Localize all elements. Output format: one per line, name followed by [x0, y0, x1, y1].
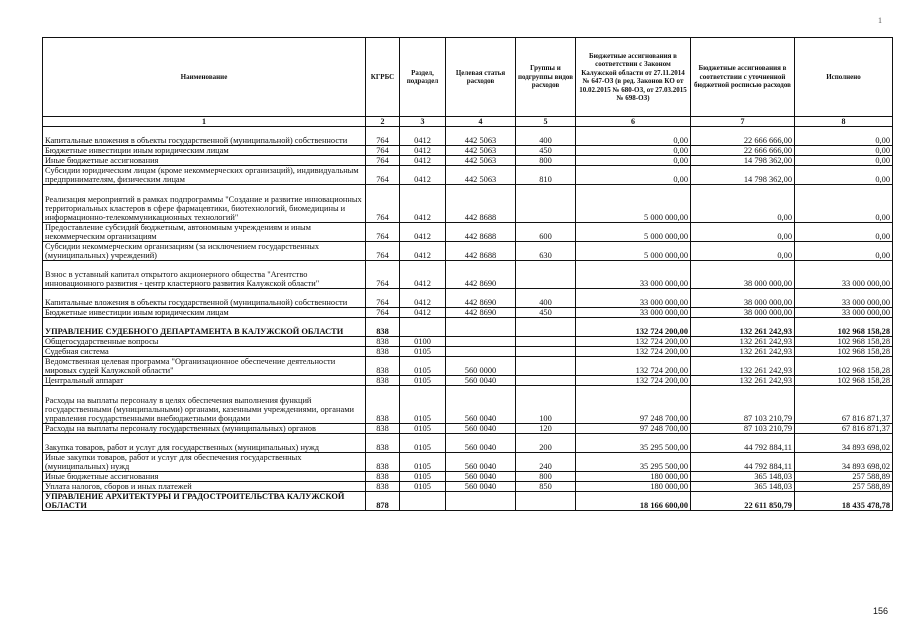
table-row — [43, 146, 893, 156]
row-target-article: 560 0040 — [446, 376, 516, 386]
row-executed: 0,00 — [795, 166, 893, 185]
row-kgrbs: 838 — [366, 453, 400, 472]
row-executed: 0,00 — [795, 156, 893, 166]
row-name: Ведомственная целевая программа "Организационное обеспечение деятельности мировых судей Калужской области" — [43, 357, 366, 376]
row-law-allocation: 0,00 — [576, 146, 691, 156]
row-name: Капитальные вложения в объекты государственной (муниципальной) собственности — [43, 127, 366, 146]
row-executed: 67 816 871,37 — [795, 386, 893, 424]
page-number: 156 — [873, 606, 889, 616]
table-row — [43, 386, 893, 424]
row-executed: 0,00 — [795, 185, 893, 223]
table-row — [43, 166, 893, 185]
row-name: Расходы на выплаты персоналу в целях обеспечения выполнения функций государственными (муниципальными) органами, казенными учреждениями, органами управления государственными внебюджетными фондами — [43, 386, 366, 424]
header-row — [43, 38, 893, 117]
row-expense-group: 810 — [516, 166, 576, 185]
row-law-allocation: 0,00 — [576, 166, 691, 185]
row-name: УПРАВЛЕНИЕ АРХИТЕКТУРЫ И ГРАДОСТРОИТЕЛЬСТВА КАЛУЖСКОЙ ОБЛАСТИ — [43, 492, 366, 511]
row-target-article: 442 8690 — [446, 261, 516, 289]
row-law-allocation: 5 000 000,00 — [576, 223, 691, 242]
row-section — [400, 318, 446, 337]
row-target-article — [446, 318, 516, 337]
row-kgrbs: 764 — [366, 166, 400, 185]
table-row — [43, 492, 893, 511]
row-kgrbs: 878 — [366, 492, 400, 511]
table-row — [43, 127, 893, 146]
row-section: 0105 — [400, 347, 446, 357]
row-target-article: 442 5063 — [446, 156, 516, 166]
row-expense-group: 120 — [516, 424, 576, 434]
row-kgrbs: 838 — [366, 434, 400, 453]
row-executed: 0,00 — [795, 242, 893, 261]
row-kgrbs: 764 — [366, 185, 400, 223]
row-revised-allocation: 22 611 850,79 — [691, 492, 795, 511]
row-name: Уплата налогов, сборов и иных платежей — [43, 482, 366, 492]
row-executed: 102 968 158,28 — [795, 376, 893, 386]
row-name: Взнос в уставный капитал открытого акционерного общества "Агентство инновационного развития - центр кластерного развития Калужской области" — [43, 261, 366, 289]
row-target-article: 442 8690 — [446, 308, 516, 318]
row-section: 0105 — [400, 376, 446, 386]
row-law-allocation: 132 724 200,00 — [576, 376, 691, 386]
row-revised-allocation: 38 000 000,00 — [691, 289, 795, 308]
row-revised-allocation: 365 148,03 — [691, 472, 795, 482]
column-number: 3 — [400, 117, 446, 127]
row-expense-group — [516, 357, 576, 376]
row-section: 0100 — [400, 337, 446, 347]
table-row — [43, 223, 893, 242]
row-executed: 33 000 000,00 — [795, 308, 893, 318]
row-expense-group — [516, 337, 576, 347]
column-number: 1 — [43, 117, 366, 127]
row-expense-group: 800 — [516, 156, 576, 166]
row-expense-group: 240 — [516, 453, 576, 472]
row-executed: 34 893 698,02 — [795, 453, 893, 472]
row-section: 0105 — [400, 453, 446, 472]
row-executed: 102 968 158,28 — [795, 357, 893, 376]
row-revised-allocation: 0,00 — [691, 185, 795, 223]
row-target-article: 560 0040 — [446, 424, 516, 434]
row-executed: 33 000 000,00 — [795, 289, 893, 308]
table-row — [43, 261, 893, 289]
row-revised-allocation: 132 261 242,93 — [691, 357, 795, 376]
row-name: Иные бюджетные ассигнования — [43, 156, 366, 166]
row-target-article — [446, 347, 516, 357]
row-target-article: 442 8688 — [446, 185, 516, 223]
table-row — [43, 156, 893, 166]
row-kgrbs: 764 — [366, 146, 400, 156]
column-number: 2 — [366, 117, 400, 127]
row-executed: 102 968 158,28 — [795, 347, 893, 357]
row-section: 0412 — [400, 166, 446, 185]
row-executed: 33 000 000,00 — [795, 261, 893, 289]
row-kgrbs: 764 — [366, 242, 400, 261]
budget-table — [42, 37, 893, 511]
header-section: Раздел, подраздел — [400, 38, 446, 117]
row-name: Закупка товаров, работ и услуг для государственных (муниципальных) нужд — [43, 434, 366, 453]
row-target-article: 560 0040 — [446, 472, 516, 482]
row-law-allocation: 5 000 000,00 — [576, 242, 691, 261]
row-executed: 0,00 — [795, 223, 893, 242]
row-expense-group: 400 — [516, 289, 576, 308]
row-section: 0412 — [400, 223, 446, 242]
row-executed: 257 588,89 — [795, 482, 893, 492]
row-name: Бюджетные инвестиции иным юридическим лицам — [43, 146, 366, 156]
row-section: 0105 — [400, 386, 446, 424]
row-law-allocation: 132 724 200,00 — [576, 357, 691, 376]
table-row — [43, 357, 893, 376]
row-kgrbs: 764 — [366, 223, 400, 242]
table-row — [43, 242, 893, 261]
row-kgrbs: 838 — [366, 424, 400, 434]
row-law-allocation: 35 295 500,00 — [576, 453, 691, 472]
column-number: 4 — [446, 117, 516, 127]
row-executed: 34 893 698,02 — [795, 434, 893, 453]
row-kgrbs: 838 — [366, 337, 400, 347]
row-expense-group: 600 — [516, 223, 576, 242]
row-law-allocation: 180 000,00 — [576, 482, 691, 492]
row-law-allocation: 33 000 000,00 — [576, 289, 691, 308]
row-revised-allocation: 365 148,03 — [691, 482, 795, 492]
table-row — [43, 318, 893, 337]
row-section: 0412 — [400, 185, 446, 223]
row-revised-allocation: 132 261 242,93 — [691, 337, 795, 347]
table-row — [43, 453, 893, 472]
row-target-article: 442 5063 — [446, 166, 516, 185]
row-name: Расходы на выплаты персоналу государственных (муниципальных) органов — [43, 424, 366, 434]
table-row — [43, 337, 893, 347]
column-number: 8 — [795, 117, 893, 127]
row-name: Общегосударственные вопросы — [43, 337, 366, 347]
row-law-allocation: 33 000 000,00 — [576, 308, 691, 318]
row-revised-allocation: 132 261 242,93 — [691, 318, 795, 337]
row-revised-allocation: 0,00 — [691, 242, 795, 261]
row-revised-allocation: 14 798 362,00 — [691, 166, 795, 185]
row-name: Предоставление субсидий бюджетным, автономным учреждениям и иным некоммерческим организациям — [43, 223, 366, 242]
row-kgrbs: 764 — [366, 156, 400, 166]
row-revised-allocation: 38 000 000,00 — [691, 308, 795, 318]
row-expense-group: 450 — [516, 308, 576, 318]
row-kgrbs: 838 — [366, 318, 400, 337]
row-expense-group — [516, 185, 576, 223]
row-name: Бюджетные инвестиции иным юридическим лицам — [43, 308, 366, 318]
header-law-allocations: Бюджетные ассигнования в соответствии с Законом Калужской области от 27.11.2014 № 647-ОЗ (в ред. Законов КО от 10.02.2015 № 680-ОЗ, от 27.03.2015 № 698-ОЗ) — [576, 38, 691, 117]
row-law-allocation: 132 724 200,00 — [576, 337, 691, 347]
row-expense-group — [516, 261, 576, 289]
column-number: 7 — [691, 117, 795, 127]
row-executed: 102 968 158,28 — [795, 318, 893, 337]
row-section: 0105 — [400, 482, 446, 492]
row-name: Иные бюджетные ассигнования — [43, 472, 366, 482]
row-expense-group — [516, 376, 576, 386]
row-target-article: 442 8690 — [446, 289, 516, 308]
row-executed: 0,00 — [795, 146, 893, 156]
row-target-article: 560 0040 — [446, 386, 516, 424]
row-kgrbs: 764 — [366, 308, 400, 318]
table-row — [43, 308, 893, 318]
row-section: 0412 — [400, 289, 446, 308]
row-kgrbs: 838 — [366, 472, 400, 482]
header-executed: Исполнено — [795, 38, 893, 117]
row-law-allocation: 97 248 700,00 — [576, 424, 691, 434]
row-target-article: 442 5063 — [446, 127, 516, 146]
row-section: 0105 — [400, 472, 446, 482]
row-law-allocation: 5 000 000,00 — [576, 185, 691, 223]
row-target-article — [446, 337, 516, 347]
row-revised-allocation: 87 103 210,79 — [691, 424, 795, 434]
row-name: Капитальные вложения в объекты государственной (муниципальной) собственности — [43, 289, 366, 308]
table-row — [43, 472, 893, 482]
row-section: 0105 — [400, 434, 446, 453]
row-law-allocation: 0,00 — [576, 156, 691, 166]
row-executed: 18 435 478,78 — [795, 492, 893, 511]
row-section: 0105 — [400, 424, 446, 434]
row-law-allocation: 180 000,00 — [576, 472, 691, 482]
row-revised-allocation: 132 261 242,93 — [691, 347, 795, 357]
row-name: Иные закупки товаров, работ и услуг для обеспечения государственных (муниципальных) нужд — [43, 453, 366, 472]
row-section: 0412 — [400, 242, 446, 261]
table-row — [43, 482, 893, 492]
row-name: Субсидии некоммерческим организациям (за исключением государственных (муниципальных) учреждений) — [43, 242, 366, 261]
row-revised-allocation: 14 798 362,00 — [691, 156, 795, 166]
table-row — [43, 185, 893, 223]
row-section: 0412 — [400, 156, 446, 166]
row-revised-allocation: 132 261 242,93 — [691, 376, 795, 386]
row-executed: 0,00 — [795, 127, 893, 146]
row-section — [400, 492, 446, 511]
row-expense-group: 100 — [516, 386, 576, 424]
row-target-article: 560 0040 — [446, 434, 516, 453]
row-revised-allocation: 22 666 666,00 — [691, 146, 795, 156]
row-section: 0412 — [400, 308, 446, 318]
row-expense-group — [516, 318, 576, 337]
row-section: 0105 — [400, 357, 446, 376]
row-law-allocation: 33 000 000,00 — [576, 261, 691, 289]
row-section: 0412 — [400, 261, 446, 289]
row-revised-allocation: 44 792 884,11 — [691, 453, 795, 472]
header-revised-allocations: Бюджетные ассигнования в соответствии с уточненной бюджетной росписью расходов — [691, 38, 795, 117]
row-revised-allocation: 44 792 884,11 — [691, 434, 795, 453]
row-revised-allocation: 38 000 000,00 — [691, 261, 795, 289]
row-law-allocation: 132 724 200,00 — [576, 318, 691, 337]
row-expense-group: 450 — [516, 146, 576, 156]
table-row — [43, 434, 893, 453]
row-expense-group — [516, 347, 576, 357]
column-number: 5 — [516, 117, 576, 127]
header-target-article: Целевая статья расходов — [446, 38, 516, 117]
row-kgrbs: 838 — [366, 386, 400, 424]
row-target-article: 560 0040 — [446, 453, 516, 472]
table-row — [43, 289, 893, 308]
row-law-allocation: 35 295 500,00 — [576, 434, 691, 453]
table-body — [43, 127, 893, 511]
row-target-article: 560 0000 — [446, 357, 516, 376]
header-expense-group: Группы и подгруппы видов расходов — [516, 38, 576, 117]
row-revised-allocation: 22 666 666,00 — [691, 127, 795, 146]
row-law-allocation: 18 166 600,00 — [576, 492, 691, 511]
row-target-article: 442 8688 — [446, 223, 516, 242]
table-row — [43, 424, 893, 434]
row-kgrbs: 838 — [366, 357, 400, 376]
row-kgrbs: 764 — [366, 261, 400, 289]
row-expense-group: 200 — [516, 434, 576, 453]
row-name: Судебная система — [43, 347, 366, 357]
column-number: 6 — [576, 117, 691, 127]
row-kgrbs: 764 — [366, 127, 400, 146]
row-name: Центральный аппарат — [43, 376, 366, 386]
header-name: Наименование — [43, 38, 366, 117]
row-revised-allocation: 87 103 210,79 — [691, 386, 795, 424]
row-expense-group: 800 — [516, 472, 576, 482]
row-expense-group: 850 — [516, 482, 576, 492]
header-kgrbs: КГРБС — [366, 38, 400, 117]
row-target-article: 442 5063 — [446, 146, 516, 156]
row-executed: 67 816 871,37 — [795, 424, 893, 434]
row-law-allocation: 132 724 200,00 — [576, 347, 691, 357]
row-target-article — [446, 492, 516, 511]
row-revised-allocation: 0,00 — [691, 223, 795, 242]
row-law-allocation: 0,00 — [576, 127, 691, 146]
row-executed: 257 588,89 — [795, 472, 893, 482]
table-row — [43, 376, 893, 386]
row-target-article: 442 8688 — [446, 242, 516, 261]
row-expense-group — [516, 492, 576, 511]
row-name: Реализация мероприятий в рамках подпрограммы "Создание и развитие инновационных территориальных кластеров в сфере фармацевтики, биотехнологий, биомедицины и информационно-телекоммуникационных технологий" — [43, 185, 366, 223]
row-section: 0412 — [400, 127, 446, 146]
page-top-mark: 1 — [878, 16, 882, 25]
row-target-article: 560 0040 — [446, 482, 516, 492]
row-expense-group: 400 — [516, 127, 576, 146]
row-name: УПРАВЛЕНИЕ СУДЕБНОГО ДЕПАРТАМЕНТА В КАЛУЖСКОЙ ОБЛАСТИ — [43, 318, 366, 337]
row-kgrbs: 838 — [366, 482, 400, 492]
row-name: Субсидии юридическим лицам (кроме некоммерческих организаций), индивидуальным предпринимателям, физическим лицам — [43, 166, 366, 185]
row-kgrbs: 764 — [366, 289, 400, 308]
row-executed: 102 968 158,28 — [795, 337, 893, 347]
row-law-allocation: 97 248 700,00 — [576, 386, 691, 424]
row-expense-group: 630 — [516, 242, 576, 261]
column-number-row — [43, 117, 893, 127]
row-section: 0412 — [400, 146, 446, 156]
table-row — [43, 347, 893, 357]
row-kgrbs: 838 — [366, 347, 400, 357]
row-kgrbs: 838 — [366, 376, 400, 386]
